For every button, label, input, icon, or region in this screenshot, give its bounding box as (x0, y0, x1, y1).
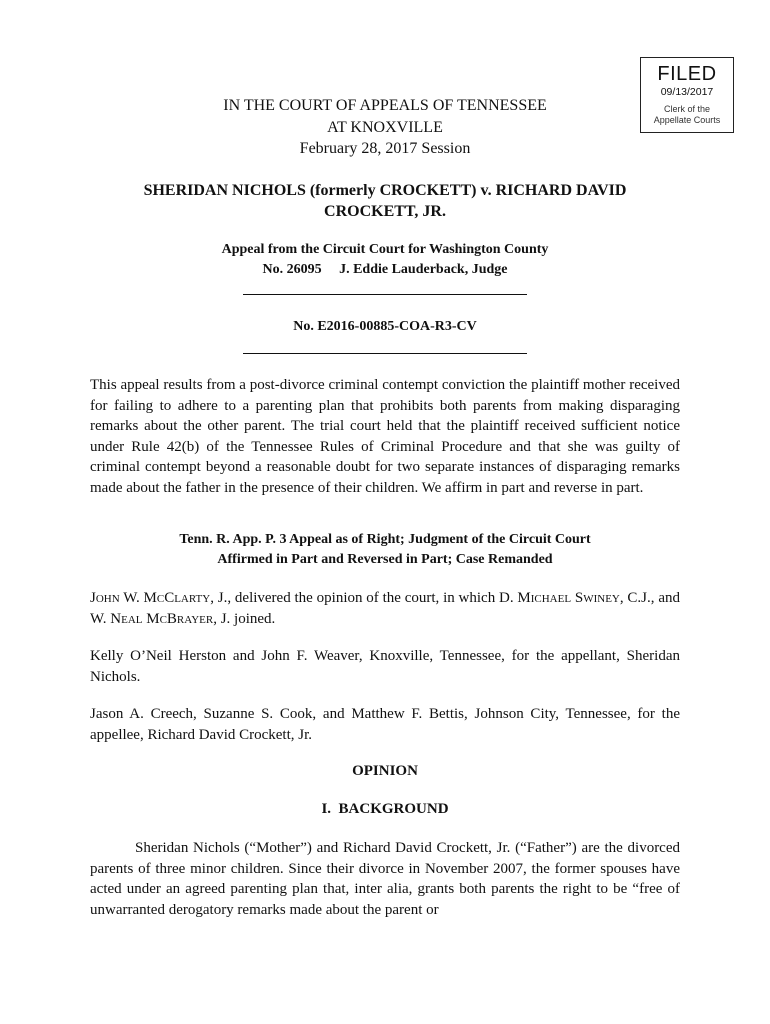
court-name: IN THE COURT OF APPEALS OF TENNESSEE (223, 97, 547, 114)
court-location: AT KNOXVILLE (327, 118, 443, 136)
divider-bottom (243, 353, 527, 354)
clerk-line-1: Clerk of the (663, 104, 711, 114)
opinion-heading: OPINION (352, 763, 418, 779)
appeal-info (90, 240, 680, 280)
author-name: John W. McClarty (90, 590, 211, 606)
case-title (90, 180, 680, 222)
case-title-line-1: SHERIDAN NICHOLS (formerly CROCKETT) v. RICHARD DAVID (143, 182, 627, 199)
section-heading: I. BACKGROUND (321, 801, 449, 817)
holding-line-1: Tenn. R. App. P. 3 Appeal as of Right; Judgment of the Circuit Court (179, 532, 591, 547)
divider-top (243, 294, 527, 295)
judge-1-name: D. Michael Swiney (499, 590, 620, 606)
case-title-line-2: CROCKETT, JR. (324, 203, 446, 220)
counsel-appellee: Jason A. Creech, Suzanne S. Cook, and Matthew F. Bettis, Johnson City, Tennessee, for the appellee, Richard David Crockett, Jr. (90, 706, 680, 743)
filed-date: 09/13/2017 (660, 86, 714, 98)
background-paragraph: Sheridan Nichols (“Mother”) and Richard David Crockett, Jr. (“Father”) are the divorced parents of three minor children. Since their divorce in November 2007, the former spouses have acted under an agreed parenting plan that, inter alia, grants both parents the right to be “free of unwarranted derogatory remarks made about the parent or (90, 840, 680, 918)
trial-case-judge: No. 26095 J. Eddie Lauderback, Judge (262, 262, 508, 277)
holding-summary (90, 530, 680, 570)
filed-label: FILED (657, 63, 717, 85)
counsel-appellant: Kelly O’Neil Herston and John F. Weaver, Knoxville, Tennessee, for the appellant, Sheridan Nichols. (90, 648, 680, 685)
author-text-2: , C.J., and (619, 590, 680, 606)
court-heading (90, 95, 680, 160)
author-text-3: , J. joined. (213, 610, 276, 627)
case-number: No. E2016-00885-COA-R3-CV (293, 319, 477, 334)
judge-2-name: W. Neal McBrayer (90, 610, 214, 627)
author-text-1: , J., delivered the opinion of the court, in which (210, 590, 500, 606)
clerk-line-2: Appellate Courts (653, 115, 721, 125)
court-session: February 28, 2017 Session (299, 140, 471, 157)
case-abstract: This appeal results from a post-divorce criminal contempt conviction the plaintiff mother received for failing to adhere to a parenting plan that prohibits both parents from making disparaging remarks about the other parent. The trial court held that the plaintiff received sufficient notice under Rule 42(b) of the Tennessee Rules of Criminal Procedure and that she was guilty of criminal contempt beyond a reasonable doubt for two separate instances of disparaging remarks made about the father in the presence of their children. We affirm in part and reverse in part. (90, 377, 680, 496)
holding-line-2: Affirmed in Part and Reversed in Part; Case Remanded (217, 552, 553, 567)
opinion-author-paragraph (90, 588, 680, 629)
appeal-origin: Appeal from the Circuit Court for Washington County (221, 242, 549, 257)
